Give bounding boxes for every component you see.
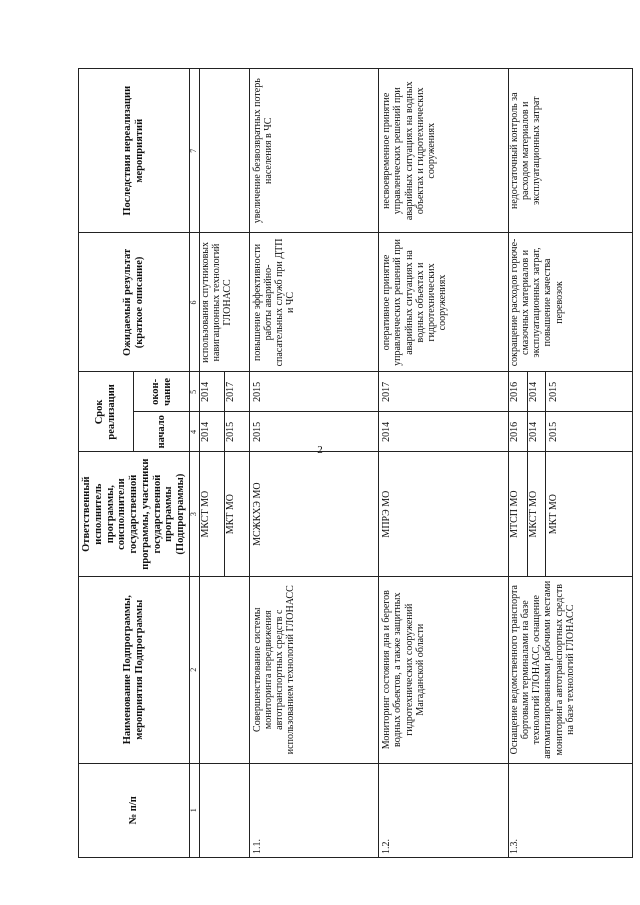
header-end: окон-чание [134,372,189,412]
cell-start: 2015 [224,412,249,452]
col-number: 7 [189,69,199,234]
header-no: № п/п [79,763,190,857]
header-consequences: Последствия нереализации мероприятий [79,69,190,234]
cell-no [199,763,249,857]
cell-result: оперативное принятие управленческих решений при аварийных ситуациях на водных объектах и гидротехнических сооружениях [379,233,509,372]
table-row [379,69,509,858]
cell-start: 2014 [199,412,224,452]
cell-end: 2015 [546,372,632,412]
cell-start: 2015 [546,412,632,452]
col-number: 1 [189,763,199,857]
cell-executor: МКТ МО [224,452,249,576]
col-number: 6 [189,233,199,372]
cell-name: Совершенствование системы мониторинга передвижения автотранспортных средств с использованием технологий ГЛОНАСС [249,576,379,763]
header-result: Ожидаемый результат (краткое описание) [79,233,190,372]
col-number: 3 [189,452,199,576]
cell-end: 2014 [199,372,224,412]
cell-executor: МПРЭ МО [379,452,509,576]
program-table [78,68,633,858]
table-row [508,69,527,858]
col-number: 5 [189,372,199,412]
cell-executor: МКСТ МО [199,452,224,576]
cell-executor: МТСП МО [508,452,527,576]
cell-name: Мониторинг состояния дна и берегов водных объектов, а также защитных гидротехнических сооружений Магаданской области [379,576,509,763]
header-term: Срок реализации [79,372,134,452]
header-executor: Ответственный исполнитель программы, соисполнители государственной программы, участники государственной программы (Подпрограммы) [79,452,190,576]
page-number: 2 [317,444,323,456]
cell-consequence: несвоевременное принятие управленческих решений при аварийных ситуациях на водных объектах и гидротехнических сооружениях [379,69,509,234]
table-row-continued [199,69,224,858]
cell-end: 2016 [508,372,527,412]
cell-executor: МКТ МО [546,452,632,576]
cell-result: использования спутниковых навигационных технологий ГЛОНАСС [199,233,249,372]
cell-start: 2016 [508,412,527,452]
cell-executor: МСЖКХЭ МО [249,452,379,576]
cell-consequence: увеличение безвозвратных потерь населения в ЧС [249,69,379,234]
col-number: 4 [189,412,199,452]
col-number: 2 [189,576,199,763]
rotated-table-container [78,68,630,858]
cell-result: повышение эффективности работы аварийно-спасательных служб при ДТП и ЧС [249,233,379,372]
header-name: Наименование Подпрограммы, мероприятия Подпрограммы [79,576,190,763]
cell-end: 2017 [379,372,509,412]
cell-no: 1.2. [379,763,509,857]
cell-end: 2014 [527,372,546,412]
cell-no: 1.3. [508,763,632,857]
cell-result: сокращение расходов горюче-смазочных материалов и эксплуатационных затрат, повышение качества перевозок [508,233,632,372]
cell-start: 2014 [379,412,509,452]
cell-start: 2014 [527,412,546,452]
cell-no: 1.1. [249,763,379,857]
cell-executor: МКСТ МО [527,452,546,576]
header-start: начало [134,412,189,452]
cell-name [199,576,249,763]
cell-end: 2015 [249,372,379,412]
cell-end: 2017 [224,372,249,412]
cell-start: 2015 [249,412,379,452]
cell-name: Оснащение ведомственного транспорта бортовыми терминалами на базе технологий ГЛОНАСС, оснащение автоматизированными рабочими местами мониторинга автотранспортных средств на базе технологий ГЛОНАСС [508,576,632,763]
cell-consequence: недостаточный контроль за расходом материалов и эксплуатационных затрат [508,69,632,234]
cell-consequence [199,69,249,234]
table-row [249,69,379,858]
